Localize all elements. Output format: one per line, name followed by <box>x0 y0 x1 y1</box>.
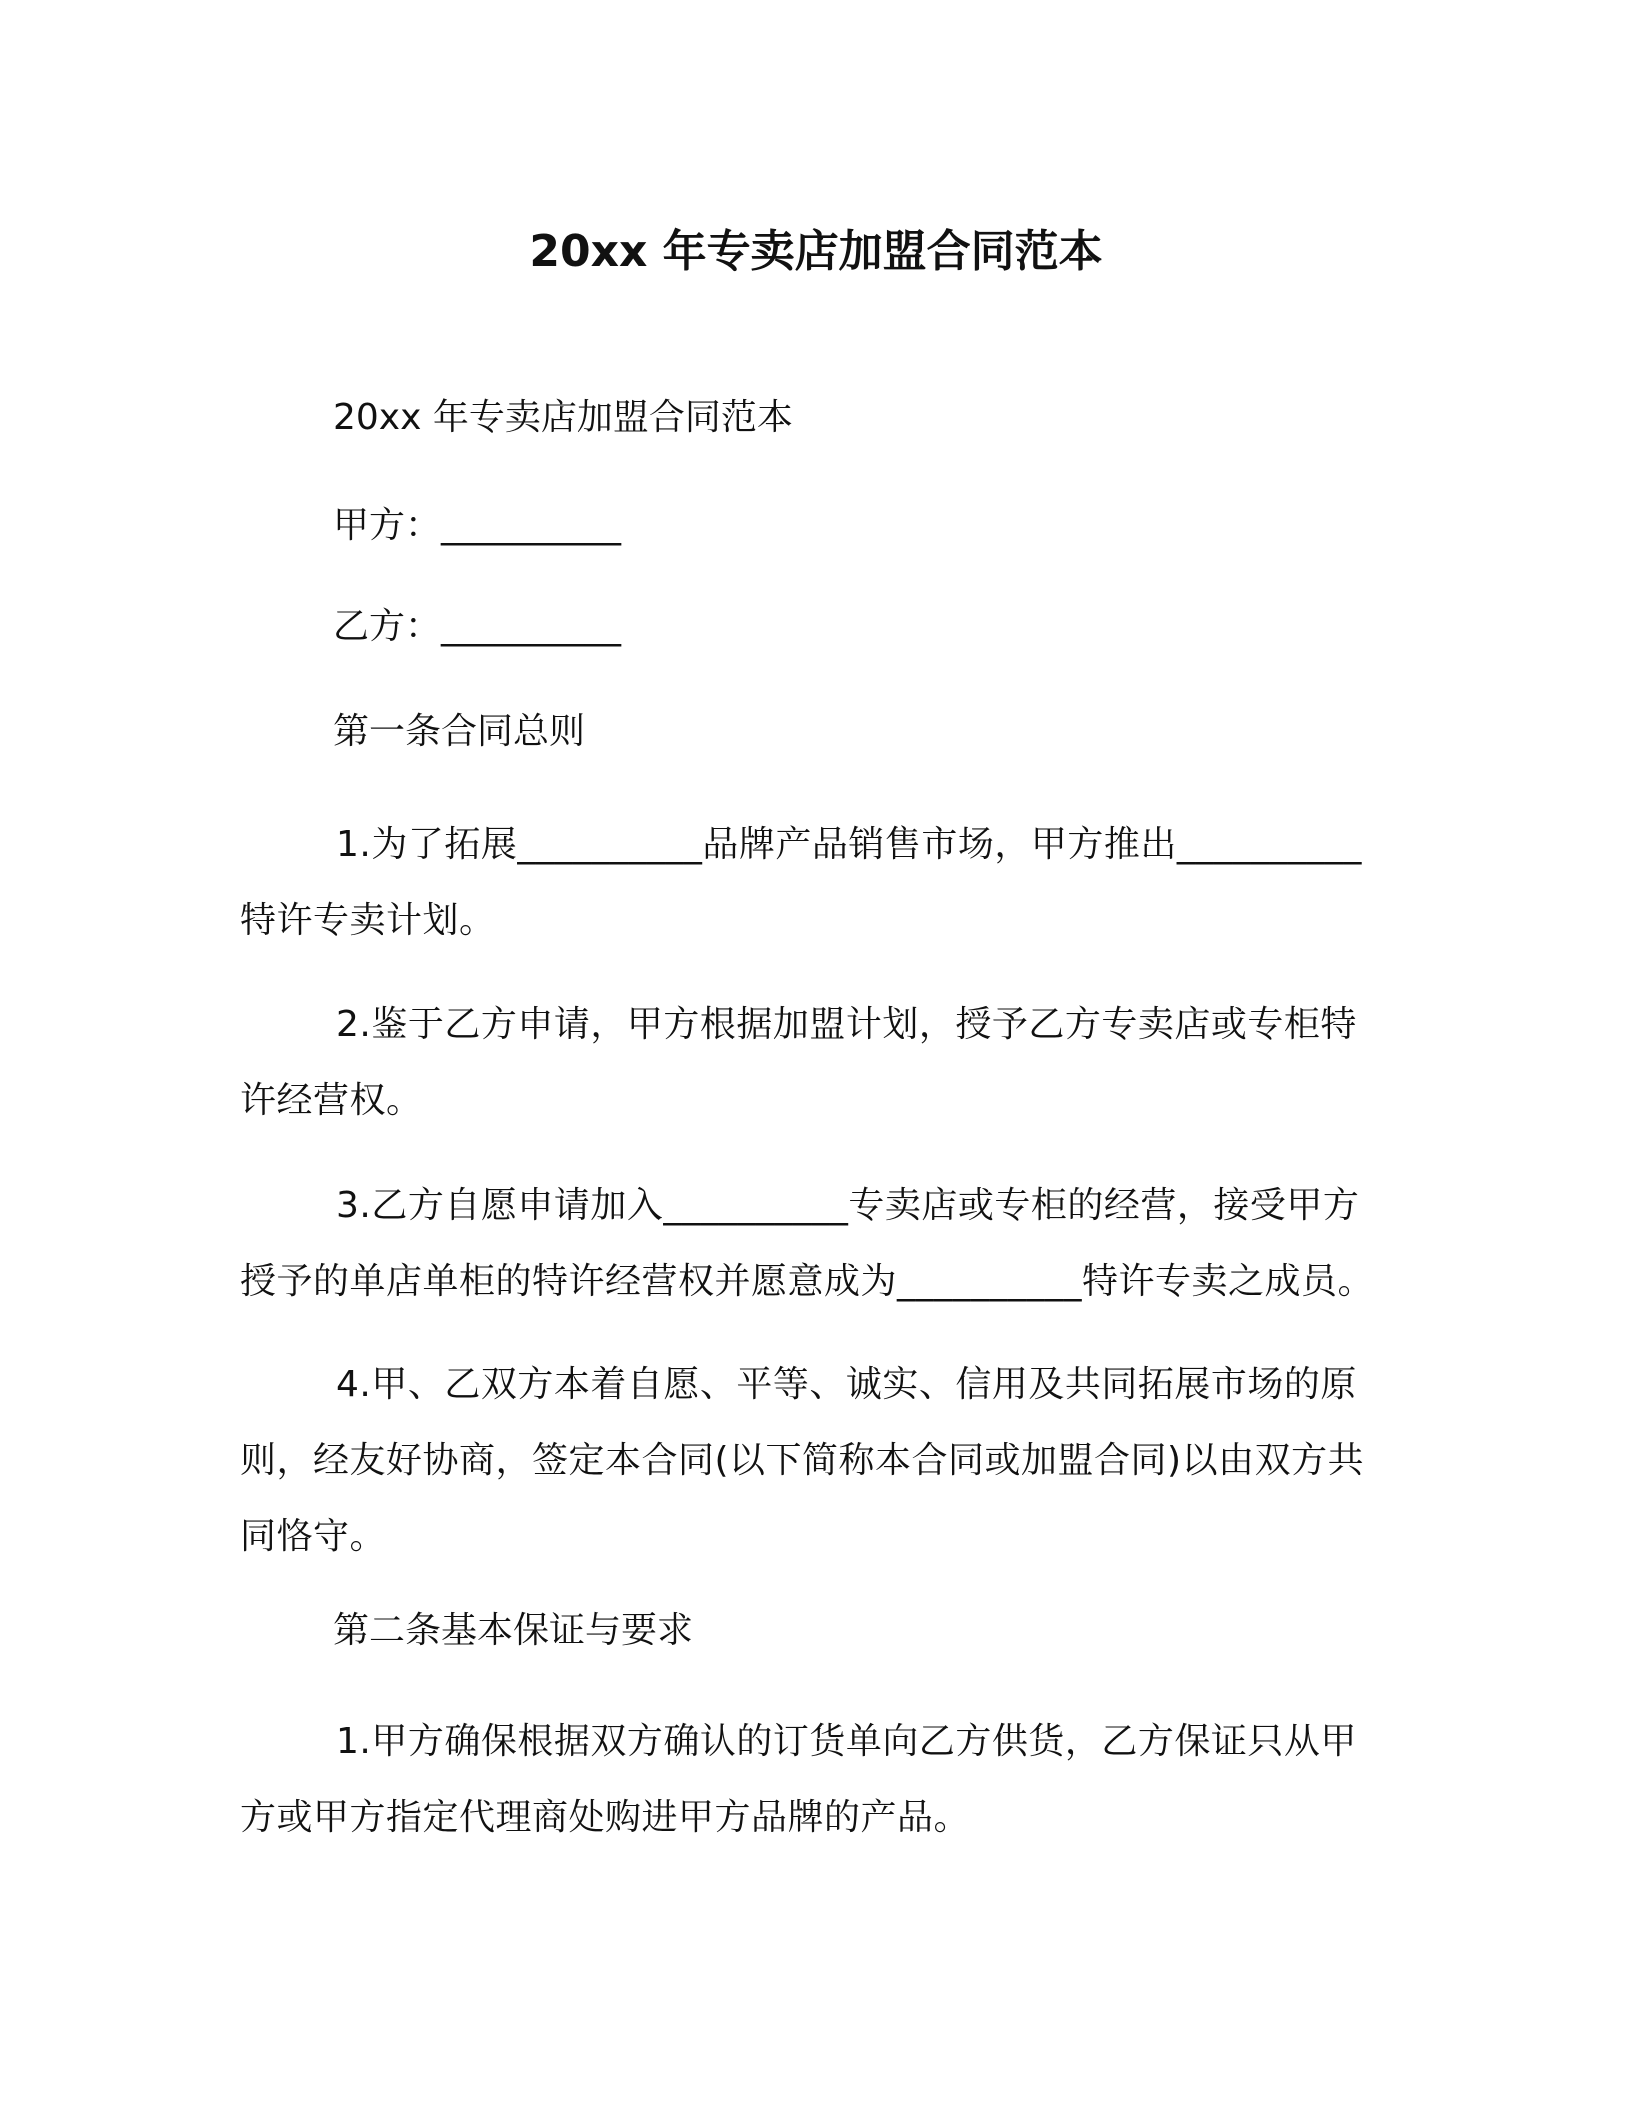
section-1-clause-4: 4.甲、乙双方本着自愿、平等、诚实、信用及共同拓展市场的原则，经友好协商，签定本合同(以下简称本合同或加盟合同)以由双方共同恪守。 <box>240 1364 1365 1557</box>
party-b-line: 乙方：__________ <box>333 606 622 647</box>
section-1-clause-2: 2.鉴于乙方申请，甲方根据加盟计划，授予乙方专卖店或专柜特许经营权。 <box>240 1004 1357 1121</box>
section-2-clause-1: 1.甲方确保根据双方确认的订货单向乙方供货，乙方保证只从甲方或甲方指定代理商处购进甲方品牌的产品。 <box>240 1721 1357 1838</box>
section-1-clause-1: 1.为了拓展__________品牌产品销售市场，甲方推出__________特许专卖计划。 <box>240 824 1362 941</box>
section-2-heading: 第二条基本保证与要求 <box>333 1610 694 1651</box>
document-title: 20xx 年专卖店加盟合同范本 <box>529 226 1103 277</box>
party-a-line: 甲方：__________ <box>333 505 622 546</box>
document-subtitle: 20xx 年专卖店加盟合同范本 <box>333 397 793 438</box>
section-1-heading: 第一条合同总则 <box>333 711 586 752</box>
section-1-clause-3: 3.乙方自愿申请加入__________专卖店或专柜的经营，接受甲方授予的单店单柜的特许经营权并愿意成为__________特许专卖之成员。 <box>240 1185 1375 1302</box>
